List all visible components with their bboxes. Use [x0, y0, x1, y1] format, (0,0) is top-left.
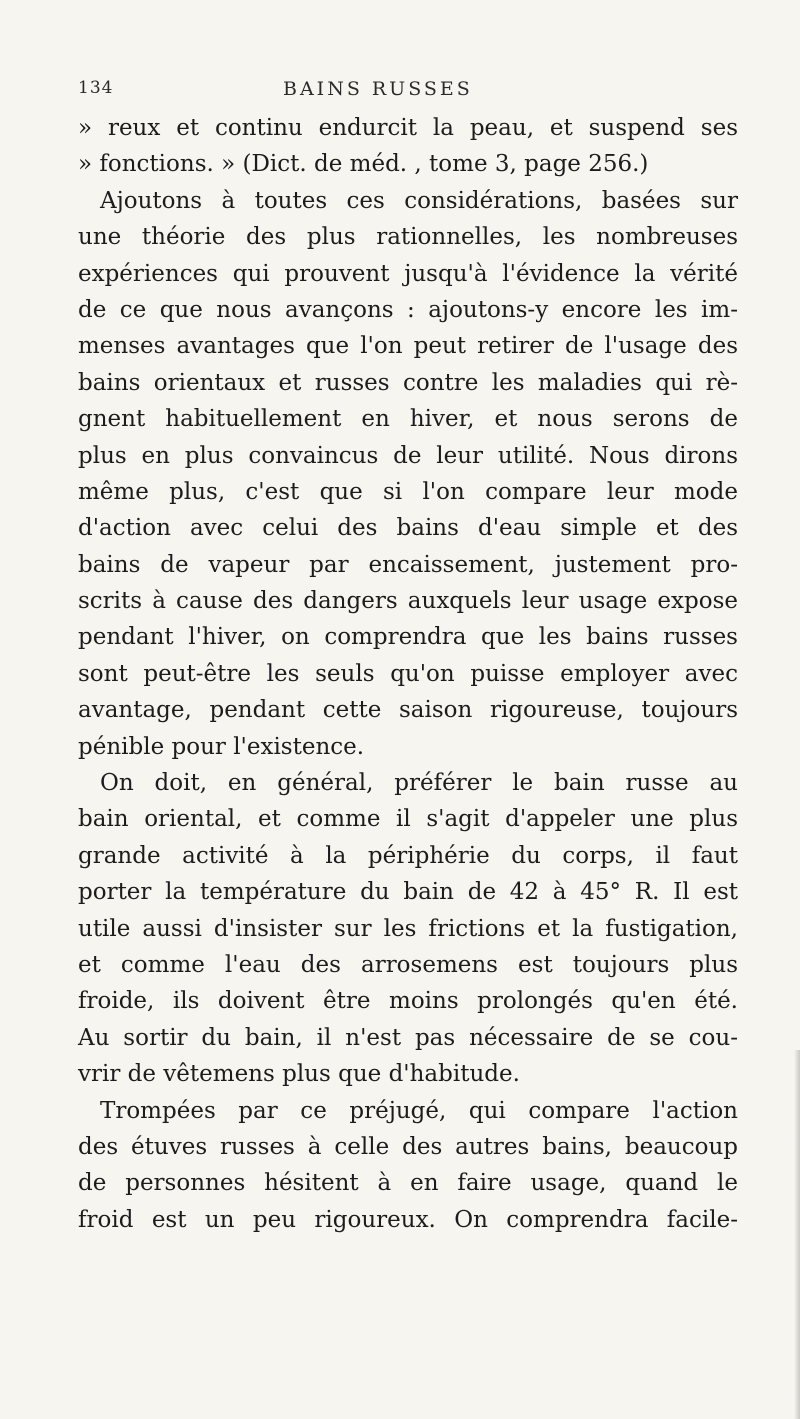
text-line: grande activité à la périphérie du corps, il faut: [78, 842, 738, 869]
text-line: menses avantages que l'on peut retirer de l'usage des: [78, 333, 738, 360]
text-line: une théorie des plus rationnelles, les nombreuses: [78, 224, 738, 251]
page-number: 134: [78, 78, 114, 98]
text-line: et comme l'eau des arrosemens est toujours plus: [78, 951, 738, 978]
text-line: pénible pour l'existence.: [78, 733, 365, 760]
text-line: » fonctions. » (Dict. de méd. , tome 3, page 256.): [78, 151, 649, 178]
text-line: de personnes hésitent à en faire usage, quand le: [78, 1170, 738, 1197]
scan-shadow-edge: [794, 1050, 800, 1419]
paragraph-start-line: On doit, en général, préférer le bain russe au: [100, 770, 738, 797]
text-line: d'action avec celui des bains d'eau simple et des: [78, 515, 738, 542]
text-line: expériences qui prouvent jusqu'à l'évidence la vérité: [78, 260, 738, 287]
text-line: gnent habituellement en hiver, et nous serons de: [78, 406, 738, 433]
text-line: Au sortir du bain, il n'est pas nécessaire de se cou-: [78, 1024, 738, 1051]
text-line: plus en plus convaincus de leur utilité. Nous dirons: [78, 442, 738, 469]
text-line: pendant l'hiver, on comprendra que les bains russes: [78, 624, 738, 651]
text-line: vrir de vêtemens plus que d'habitude.: [78, 1061, 520, 1088]
paragraph-start-line: Trompées par ce préjugé, qui compare l'action: [100, 1097, 738, 1124]
text-line: bains orientaux et russes contre les maladies qui rè-: [78, 369, 738, 396]
text-line: des étuves russes à celle des autres bains, beaucoup: [78, 1133, 738, 1160]
running-title: BAINS RUSSES: [283, 78, 473, 100]
text-line: même plus, c'est que si l'on compare leur mode: [78, 478, 738, 505]
text-line: bains de vapeur par encaissement, justement pro-: [78, 551, 738, 578]
text-line: froide, ils doivent être moins prolongés qu'en été.: [78, 988, 738, 1015]
text-line: porter la température du bain de 42 à 45° R. Il est: [78, 879, 738, 906]
running-head: [78, 78, 738, 102]
text-line: utile aussi d'insister sur les frictions et la fustigation,: [78, 915, 738, 942]
text-line: scrits à cause des dangers auxquels leur usage expose: [78, 588, 738, 615]
text-line: froid est un peu rigoureux. On comprendra facile-: [78, 1206, 738, 1233]
text-line: bain oriental, et comme il s'agit d'appeler une plus: [78, 806, 738, 833]
text-line: » reux et continu endurcit la peau, et suspend ses: [78, 115, 738, 141]
text-line: sont peut-être les seuls qu'on puisse employer avec: [78, 660, 738, 687]
text-line: avantage, pendant cette saison rigoureuse, toujours: [78, 697, 738, 724]
body-text: [78, 110, 738, 1238]
text-line: de ce que nous avançons : ajoutons-y encore les im-: [78, 296, 738, 323]
paragraph-start-line: Ajoutons à toutes ces considérations, basées sur: [100, 187, 738, 214]
